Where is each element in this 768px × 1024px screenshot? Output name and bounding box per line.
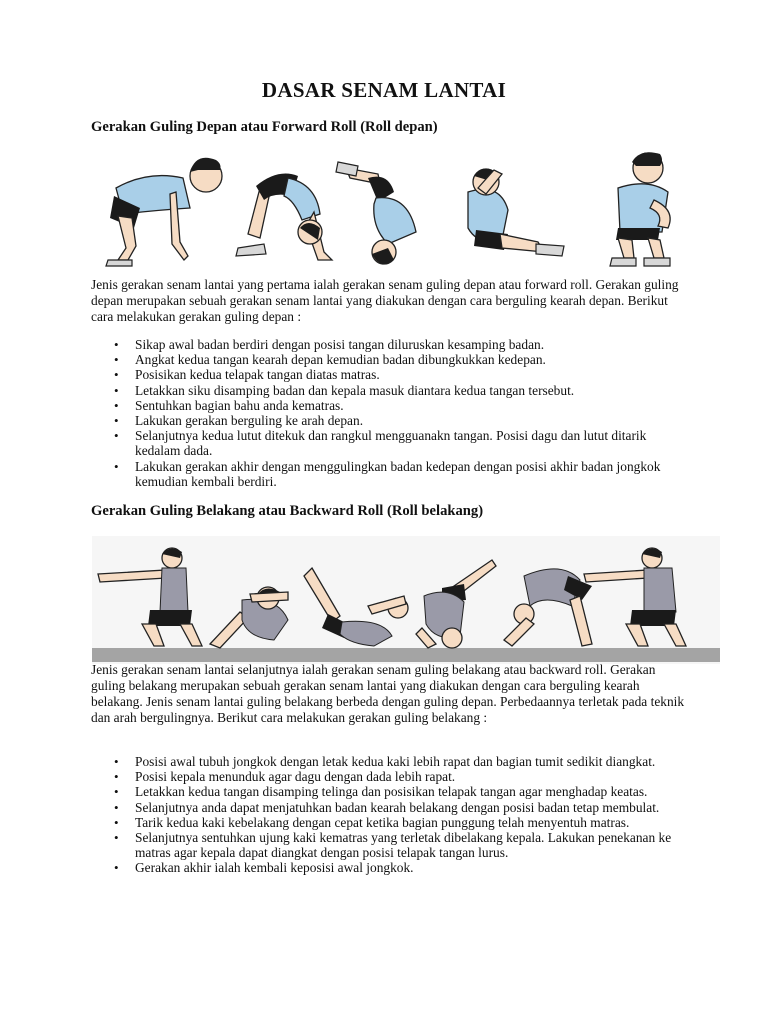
section-heading-forward-roll: Gerakan Guling Depan atau Forward Roll (Roll depan) — [91, 119, 438, 135]
backward-roll-steps — [91, 754, 691, 876]
forward-roll-pose-5 — [610, 152, 670, 266]
page-title: DASAR SENAM LANTAI — [261, 78, 507, 102]
section-heading-backward-roll: Gerakan Guling Belakang atau Backward Roll (Roll belakang) — [91, 503, 484, 519]
list-item: • Selanjutnya anda dapat menjatuhkan badan kearah belakang dengan posisi badan tetap membulat. — [91, 800, 691, 815]
mat — [92, 648, 720, 662]
forward-roll-illustration — [88, 148, 698, 276]
list-item: • Sikap awal badan berdiri dengan posisi tangan diluruskan kesamping badan. — [91, 337, 691, 352]
forward-roll-pose-3 — [336, 162, 416, 264]
list-item: • Posisi kepala menunduk agar dagu dengan dada lebih rapat. — [91, 769, 691, 784]
list-item: • Lakukan gerakan berguling ke arah depan. — [91, 413, 691, 428]
list-item: • Letakkan kedua tangan disamping telinga dan posisikan telapak tangan agar menghadap keatas. — [91, 784, 691, 799]
forward-roll-pose-2 — [236, 174, 332, 260]
forward-roll-paragraph: Jenis gerakan senam lantai yang pertama ialah gerakan senam guling depan atau forward roll. Gerakan guling depan merupakan sebuah gerakan senam lantai yang diakukan dengan cara berguling kearah depan. Berikut cara melakukan gerakan guling depan : — [91, 277, 679, 324]
forward-roll-pose-4 — [468, 168, 564, 256]
forward-roll-steps — [91, 337, 691, 489]
backward-roll-paragraph: Jenis gerakan senam lantai selanjutnya ialah gerakan senam guling belakang atau backward roll. Gerakan guling belakang merupakan sebuah gerakan senam lantai yang diakukan dengan cara berguling kearah belakang. Jenis senam lantai guling belakang berbeda dengan guling depan. Perbedaannya terletak pada teknik dan arah bergulingnya. Berikut cara melakukan gerakan guling belakang : — [91, 662, 685, 725]
list-item: • Lakukan gerakan akhir dengan menggulingkan badan kedepan dengan posisi akhir badan jongkok kemudian kembali berdiri. — [91, 459, 691, 489]
list-item: • Sentuhkan bagian bahu anda kematras. — [91, 398, 691, 413]
list-item: • Tarik kedua kaki kebelakang dengan cepat ketika bagian punggung telah menyentuh matras. — [91, 815, 691, 830]
list-item: • Letakkan siku disamping badan dan kepala masuk diantara kedua tangan tersebut. — [91, 383, 691, 398]
backward-roll-illustration — [92, 536, 720, 664]
forward-roll-pose-1 — [106, 158, 222, 266]
list-item: • Posisi awal tubuh jongkok dengan letak kedua kaki lebih rapat dan bagian tumit sedikit diangkat. — [91, 754, 691, 769]
list-item: • Gerakan akhir ialah kembali keposisi awal jongkok. — [91, 860, 691, 875]
list-item: • Posisikan kedua telapak tangan diatas matras. — [91, 367, 691, 382]
list-item: • Angkat kedua tangan kearah depan kemudian badan dibungkukkan kedepan. — [91, 352, 691, 367]
list-item: • Selanjutnya kedua lutut ditekuk dan rangkul mengguanakn tangan. Posisi dagu dan lutut ditarik kedalam dada. — [91, 428, 691, 458]
list-item: • Selanjutnya sentuhkan ujung kaki kematras yang terletak dibelakang kepala. Lakukan penekanan ke matras agar kepala dapat diangkat dengan posisi telapak tangan lurus. — [91, 830, 691, 860]
